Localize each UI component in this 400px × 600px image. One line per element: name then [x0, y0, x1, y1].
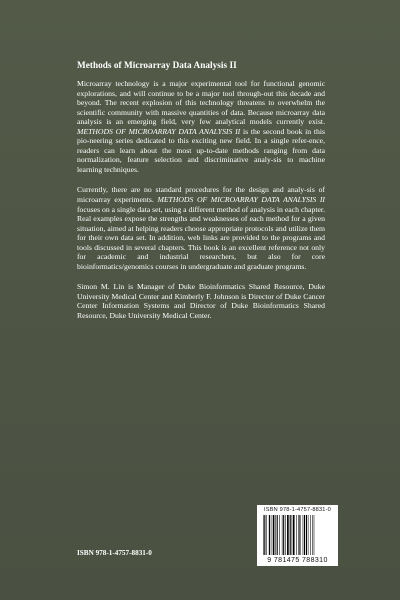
barcode-bar	[285, 515, 286, 555]
barcode-bar	[273, 515, 275, 555]
isbn-text: ISBN 978-1-4757-8831-0	[77, 549, 152, 557]
barcode-bar	[292, 515, 293, 555]
barcode-bar	[290, 515, 291, 555]
author-bio-paragraph: Simon M. Lin is Manager of Duke Bioinformatics Shared Resource, Duke University Medical Center and Kimberly F. Johnson is Director of Duke Cancer Center Information Systems and Director of Duke Bioinformatics Shared Resource, Duke University Medical Center.	[77, 282, 325, 321]
barcode-bar	[269, 515, 270, 555]
barcode-bar	[306, 515, 307, 555]
book-title: Methods of Microarray Data Analysis II	[77, 60, 237, 70]
barcode-bar	[304, 515, 305, 555]
paragraph-2-book-title: METHODS OF MICROARRAY DATA ANALYSIS II	[157, 195, 325, 205]
barcode-bar	[271, 515, 272, 555]
barcode-bar	[298, 515, 299, 555]
paragraph-1-text-a: Microarray technology is a major experimental tool for functional genomic explorations, and will continue to be a major tool through-out this decade and beyond. The recent explosion of this technology threatens to overwhelm the scientific community with massive quantities of data. Because microarray data analysis is an emerging field, very few analytical models currently exist.	[77, 79, 325, 127]
paragraph-1-text-b: is the second book in this pio-neering series dedicated to this exciting new field. In a single refer-ence, readers can learn about the most up-to-date methods ranging from data normalization, feature selection and discriminative analy-sis to machine learning techniques.	[77, 126, 326, 174]
barcode-bar	[303, 515, 304, 555]
barcode-bar	[266, 515, 267, 555]
barcode-bar	[287, 515, 289, 555]
barcode-bar	[310, 515, 311, 555]
barcode-bar	[314, 515, 315, 555]
barcode-bar	[264, 515, 265, 555]
paragraph-2-text-a: Currently, there are no standard procedures for the design and analy-sis of microarray experiments.	[77, 185, 325, 205]
description-paragraph-2	[77, 185, 325, 271]
barcode-bar	[279, 515, 280, 555]
description-paragraph-1	[77, 79, 325, 174]
barcode-bar	[277, 515, 278, 555]
barcode-isbn-label: ISBN 978-1-4757-8831-0	[264, 507, 331, 513]
barcode-bar	[299, 515, 300, 555]
barcode-icon	[262, 515, 333, 557]
barcode-bar	[263, 515, 264, 555]
barcode-number: 9 781475 788310	[267, 557, 328, 564]
barcode-bar	[293, 515, 295, 555]
barcode-bar	[308, 515, 309, 555]
barcode-panel	[257, 505, 338, 566]
barcode-bar	[275, 515, 276, 555]
barcode-bar	[283, 515, 284, 555]
paragraph-1-book-title: METHODS OF MICROARRAY DATA ANALYSIS II	[77, 126, 241, 136]
barcode-bar	[296, 515, 297, 555]
barcode-bar	[312, 515, 313, 555]
cover-text-block	[77, 60, 325, 332]
paragraph-2-text-b: focuses on a single data set, using a different method of analysis in each chapter. Real examples expose the strengths and weaknesses of each method for a given situation, aimed at helping readers choose appropriate protocols and utilize them for their own data set. In addition, web links are provided to the programs and tools discussed in several chapters. This book is an excellent reference not only for academic and industrial researchers, but also for core bioinformatics/genomics courses in undergraduate and graduate programs.	[77, 204, 325, 271]
barcode-bar	[282, 515, 283, 555]
